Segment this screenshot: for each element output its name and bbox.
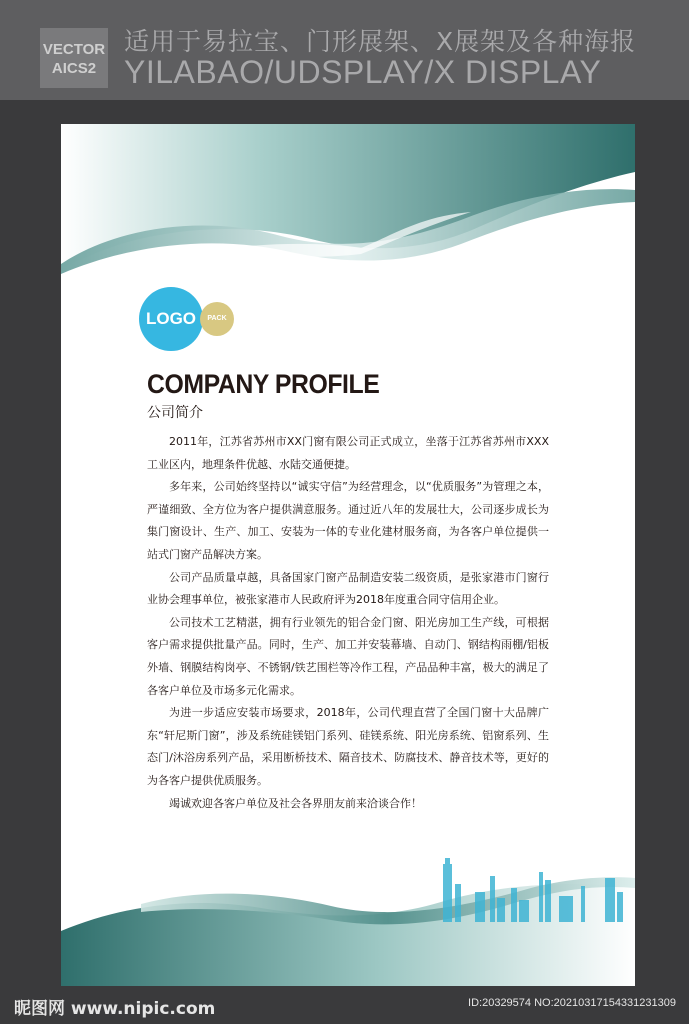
paragraph: 公司产品质量卓越，具备国家门窗产品制造安装二级资质，是张家港市门窗行业协会理事单位，被张家港市人民政府评为2018年度重合同守信用企业。 [147,570,549,607]
poster [61,124,635,986]
badge-line-1: VECTOR [42,41,106,58]
badge-line-2: AICS2 [51,60,97,77]
banner-title-cn: 适用于易拉宝、门形展架、X展架及各种海报 [124,27,637,56]
profile-body [147,431,549,815]
paragraph: 2011年，江苏省苏州市XX门窗有限公司正式成立，坐落于江苏省苏州市XXX工业区内，地理条件优越、水陆交通便捷。 [147,435,549,471]
paragraph: 为进一步适应安装市场要求，2018年，公司代理直营了全国门窗十大品牌广东“轩尼斯门窗”，涉及系统硅镁铝门系列、硅镁系统、阳光房系统、铝窗系列、生态门/沐浴房系列产品，采用断桥技术、隔音技术、防腐技术、静音技术等，更好的为各客户提供优质服务。 [147,706,549,787]
pack-badge: PACK [200,302,234,336]
top-banner [0,0,689,100]
banner-title-en: YILABAO/UDSPLAY/X DISPLAY [124,54,602,90]
image-id-text: ID:20329574 NO:20210317154331231309 [468,997,676,1009]
city-skyline [435,858,625,922]
profile-subtitle: 公司简介 [147,405,203,421]
paragraph: 竭诚欢迎各客户单位及社会各界朋友前来洽谈合作！ [169,796,422,810]
paragraph: 多年来，公司始终坚持以“诚实守信”为经营理念，以“优质服务”为管理之本，严谨细致、全方位为客户提供满意服务。通过近八年的发展壮大，公司逐步成长为集门窗设计、生产、加工、安装为一体的专业化建材服务商，为各客户单位提供一站式门窗产品解决方案。 [147,480,549,561]
profile-title: COMPANY PROFILE [147,369,380,399]
logo-circle: LOGO [139,287,203,351]
site-watermark: 昵图网 www.nipic.com [14,999,216,1019]
top-wave-decoration [61,124,635,284]
paragraph: 公司技术工艺精湛，拥有行业领先的铝合金门窗、阳光房加工生产线，可根据客户需求提供批量产品。同时，生产、加工并安装幕墙、自动门、钢结构雨棚/铝板外墙、钢膜结构岗亭、不锈钢/铁艺围栏等冷作工程，产品品种丰富，极大的满足了各客户单位及市场多元化需求。 [147,615,549,697]
vector-badge [40,28,108,88]
